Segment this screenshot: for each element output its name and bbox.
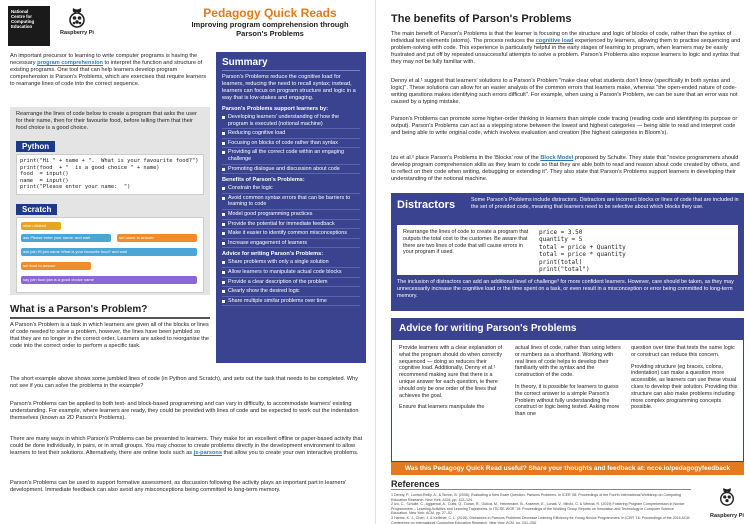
- scratch-block: ask join Hi join name What is your favourite food? and wait: [21, 248, 197, 256]
- advice-column: [631, 345, 739, 418]
- intro-paragraph: [10, 53, 210, 88]
- summary-item: Make it easier to identify common misconceptions: [222, 229, 360, 239]
- scratch-label: Scratch: [16, 204, 57, 215]
- advice-text: In theory, it is possible for learners to guess the correct answer to a simple Parson's Problem without fully understanding the construct or logic being tested. Asking more than one: [515, 383, 620, 418]
- distractors-code: price = 3.50 quantity = 5 total = price + Quantity total = price * quantity print(total) print("total"): [539, 229, 626, 274]
- benefits-heading: The benefits of Parson's Problems: [391, 13, 572, 25]
- summary-item: Avoid common syntax errors that can be barriers to learning to code: [222, 194, 360, 210]
- summary-group-title: Benefits of Parson's Problems:: [222, 177, 305, 184]
- summary-item: Constrain the logic: [222, 184, 360, 194]
- reference-item: 3 Harms, K. J., Chen, J. & Kelleher, C. L. (2016). Distractors in Parsons Problems Decrease Learning Efficiency for Young Novice Programmers. In ICER '16: Proceedings of the 2016 ACM Conference on International Computing Education Research. New York: ACM, pp. 241–250.: [391, 515, 690, 524]
- logo-line: Education: [11, 24, 33, 29]
- cognitive-load-link[interactable]: cognitive load: [535, 38, 574, 44]
- paragraph-text: The main benefit of Parson's Problems is that the learner is focusing on the structure and logic of blocks of code, rather than the syntax of individual text elements (atoms). The process reduces the: [391, 31, 732, 44]
- paragraph-text: experienced by learners, allowing them to practise sequencing and problem-solving with code. This experience is particularly helpful in the early stages of learning to program, when learners may be easily frustrated and put off by repeated unsuccessful attempts to solve a problem. Parson's Problems also expose learners to logic and syntax that they may not be fully familiar with.: [391, 38, 741, 65]
- advice-text: Ensure that learners manipulate the: [399, 404, 485, 411]
- paragraph: [391, 31, 741, 66]
- summary-text: Parson's Problems reduce the cognitive load for learners, reducing the need to recall syntax; instead, learners can focus on program structure and logic in a way that is low-stakes and engaging.: [222, 74, 356, 101]
- summary-item: Allow learners to manipulate actual code blocks: [222, 268, 360, 278]
- scratch-block: say join food join is a good choice name: [21, 276, 197, 284]
- raspberry-icon: [67, 6, 87, 30]
- intro-text: An important precursor to learning to write computer programs is having the necessary: [10, 53, 198, 66]
- right-page: [375, 0, 750, 524]
- block-model-link[interactable]: Block Model: [540, 155, 574, 161]
- raspberry-pi-label: Raspberry Pi: [60, 30, 94, 36]
- summary-item: Share multiple similar problems over time: [222, 297, 360, 307]
- paragraph: The short example above shows some jumbled lines of code (in Python and Scratch), and sets out the task that needs to be completed. Why not see if you can solve the problems in the example?: [10, 376, 358, 389]
- paragraph-text: Izu et al.² place Parson's Problems in the 'Blocks' row of the: [391, 155, 541, 161]
- summary-item: Clearly show the desired logic: [222, 287, 360, 297]
- advice-text: Providing structure (eg braces, colons, indentation) can make a question more accessible, as learners can use these visual clues to develop their solution. Providing this structure can also make problems including more complex programming concepts possible.: [631, 363, 738, 411]
- summary-item: Provide a clear description of the problem: [222, 278, 360, 288]
- paragraph: [391, 155, 741, 183]
- raspberry-icon: [718, 486, 736, 508]
- distractors-intro: Some Parson's Problems include distractors. Distractors are incorrect blocks or lines of code that are included in the set of provided code, meaning that learners need to be selective about which blocks they use.: [471, 197, 739, 210]
- advice-text: actual lines of code, rather than using letters or numbers as a shorthand. Working with real lines of code helps to develop their familiarity with the syntax and the construction of the code.: [515, 345, 621, 379]
- paragraph: Denny et al.¹ suggest that learners' solutions to a Parson's Problem "make clear what students don't know (specifically in both syntax and logic)". These solutions can allow for an easier analysis of the common errors that learners make, whereas "the open-ended nature of code-writing questions makes identifying such errors difficult". For example, when using a Parson's Problem, we can be sure that an error was not caused by a typing mistake.: [391, 78, 738, 105]
- summary-item: Developing learners' understanding of how the program is executed (notional machine): [222, 113, 360, 129]
- example-instructions: Rearrange the lines of code below to create a program that asks the user for their name, then for their favourite food, before telling them that their food choice is a good choice.: [16, 111, 197, 131]
- reference-item: 2 Izu, C., Schulte, C., Aggarwal, A., Cutts, Q., Duran, R., Gutica, M., Heinemann, B., Kraemer, E., Lonati, V., Mirolo, C. & Weeda, R. (2019) Fostering Program Comprehension in Novice Programmers – Learning Activities and Learning Trajectories. In ITiCSE-WGR '19: Proceedings of the Working Group Reports on Innovation and Technology in Computer Science Education. New York: ACM, pp. 27–52.: [391, 502, 685, 516]
- scratch-block: when clicked: [21, 222, 61, 230]
- distractors-footer: The inclusion of distractors can add an additional level of challenge³ for more confident learners. However, care should be taken, as they may unnecessarily increase the cognitive load or the time spent on a task, or even result in a misconception or error being committed to long-term memory.: [397, 279, 734, 299]
- paragraph: Parson's Problems can promote some higher-order thinking in learners than simple code tracing (reading code and identifying its purpose or output). Parson's Problems can act as a stepping stone between the lowest and highest categories — being able to read and interpret code and being able to write original code, which involves evaluation and creation (the highest categories in Bloom's).: [391, 116, 738, 136]
- summary-item: Model good programming practices: [222, 210, 360, 220]
- what-is-text: A Parson's Problem is a task in which learners are given all of the blocks or lines of code needed to solve a problem, however, the lines have been jumbled so that they are no longer in the correct order. Learners are asked to reorganise the code into the correct order to perform a specific task.: [10, 322, 210, 349]
- page-subtitle: Improving program comprehension through Parson's Problems: [191, 20, 349, 38]
- program-comprehension-link[interactable]: program comprehension: [37, 60, 103, 66]
- summary-item: Provide the potential for immediate feedback: [222, 220, 360, 230]
- advice-columns: [399, 345, 739, 418]
- distractors-heading: Distractors: [397, 199, 456, 211]
- scratch-block: set name to answer: [117, 234, 197, 242]
- summary-item: Promoting dialogue and discussion about code: [222, 165, 360, 175]
- advice-panel: [391, 318, 744, 462]
- summary-item: Increase engagement of learners: [222, 239, 360, 249]
- summary-group-title: Advice for writing Parson's Problems:: [222, 251, 324, 258]
- python-code: print("Hi " + name + ". What is your favourite food?") print(food + " is a good choice " + name) food = input() name = input() print("Please enter your name: "): [16, 154, 204, 195]
- logo-line: Centre for: [11, 14, 32, 19]
- summary-item: Providing all the correct code within an engaging challenge: [222, 148, 360, 164]
- advice-column: [515, 345, 623, 418]
- distractors-panel: [391, 193, 744, 311]
- raspberry-pi-logo: [58, 6, 96, 36]
- raspberry-pi-label: Raspberry Pi: [710, 513, 744, 519]
- paragraph-text: There are many ways in which Parson's Problems can be presented to learners. They make for an excellent offline or paper-based activity that could be done individually, in pairs, or in small groups. You may choose to create problems directly in the development environment to allow learners to test their solutions. Alternatively, there are online tools such as: [10, 436, 363, 456]
- python-label: Python: [16, 141, 55, 152]
- paragraph-text: proposed by Schulte. They state that "novice programmers should develop program comprehension skills as they learn to code so that they are able both to read and reason about code created by others, and to reflect on their code when writing, debugging or extending it". They also state that Parson's Problems support learners in developing their understanding of the notional machine.: [391, 155, 740, 182]
- summary-heading: Summary: [222, 57, 360, 71]
- scratch-block: set food to answer: [21, 262, 91, 270]
- paragraph: Parson's Problems can be applied to both text- and block-based programming and can vary in difficulty, to accommodate learners' existing understanding. For example, where learners are ready, they could be provided with lines of code and be expected to work out the indentation themselves (known as 2D Parson's Problems).: [10, 401, 359, 421]
- paragraph: [10, 436, 365, 457]
- reference-item: 1 Denny, P., Luxton-Reilly, A., & Simon, B. (2008). Evaluating a New Exam Question: Parsons Problems. In ICER '08: Proceedings of the Fourth International Workshop on Computing Education Research. New York: ACM, pp. 113–124.: [391, 493, 681, 502]
- header: [175, 7, 365, 38]
- logo-line: National: [11, 9, 29, 14]
- advice-heading: Advice for writing Parson's Problems: [392, 319, 743, 340]
- example-box: [10, 107, 210, 295]
- paragraph: Parson's Problems can be used to support formative assessment, as discussion following the activity plays an important part in learners' development. Immediate feedback can also avoid any misconceptions being committed to long-term memory.: [10, 480, 347, 493]
- advice-column: [399, 345, 507, 418]
- logo-line: Computing: [11, 19, 35, 24]
- what-is-heading: What is a Parson's Problem?: [10, 304, 210, 319]
- distractors-instructions: Rearrange the lines of code to create a program that outputs the total cost to the customer. Be aware that there are two lines of code that will cause errors in your program if used.: [403, 229, 529, 256]
- summary-panel: [216, 52, 366, 363]
- summary-item: Focusing on blocks of code rather than syntax: [222, 139, 360, 149]
- feedback-banner[interactable]: Was this Pedagogy Quick Read useful? Share your thoughts and feedback at: ncce.io/pedagogyfeedback: [391, 462, 744, 475]
- distractors-example: [397, 225, 738, 275]
- references-heading: References: [391, 479, 691, 490]
- summary-item: Reducing cognitive load: [222, 129, 360, 139]
- scratch-blocks: [16, 217, 204, 293]
- paragraph-text: that allow you to create your own interactive problems.: [221, 450, 359, 456]
- summary-group-title: Parson's Problems support learners by:: [222, 106, 329, 112]
- page-title: Pedagogy Quick Reads: [203, 6, 337, 20]
- scratch-block: ask Please enter your name: and wait: [21, 234, 111, 242]
- advice-text: Provide learners with a clear explanation of what the program should do when correctly sequenced — doing so reduces their cognitive load. Additionally, Denny et al.¹ recommend making sure that there is a unique answer for each question, ie there should only be one order of the lines that achieves the goal.: [399, 345, 503, 399]
- references-list: [391, 493, 691, 524]
- advice-text: question over time that tests the same logic or construct can reduce this concern.: [631, 345, 735, 358]
- summary-item: Share problems with only a single solution: [222, 258, 360, 268]
- ncce-logo: [8, 6, 50, 46]
- intro-text: to interpret the function and structure of existing programs. One tool that can help learners develop program comprehension is Parson's Problems, which are exercises that require learners to rearrange lines of code into the correct sequence.: [10, 60, 207, 87]
- js-parsons-link[interactable]: js-parsons: [193, 450, 222, 456]
- raspberry-pi-logo: [709, 486, 745, 519]
